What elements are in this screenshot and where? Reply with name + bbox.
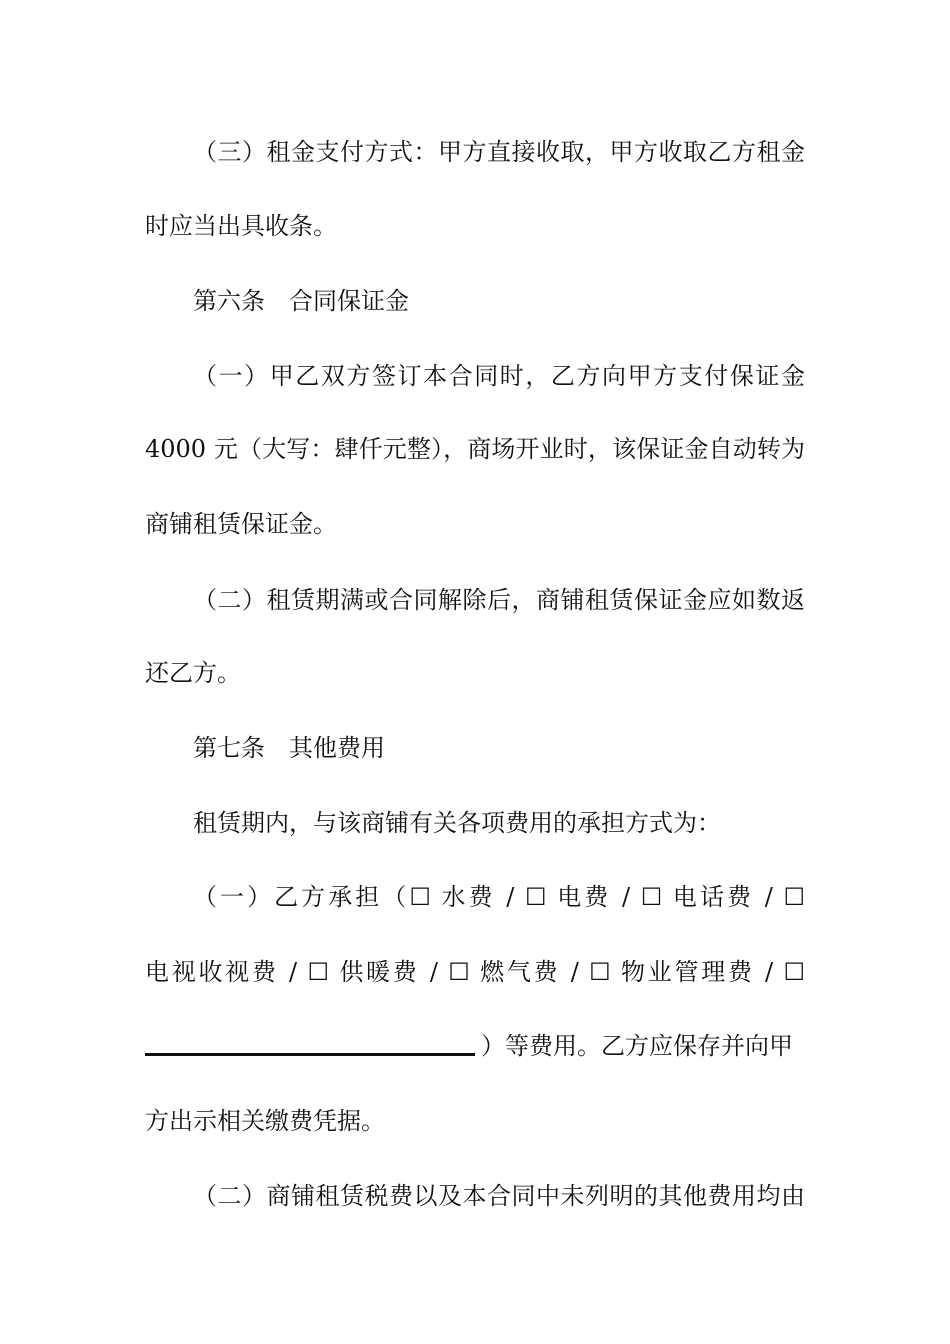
- article-six-heading: 第六条 合同保证金: [193, 287, 409, 315]
- fees-list-line-3: [145, 1026, 805, 1066]
- fees-list-line-4: 方出示相关缴费凭据。: [145, 1107, 385, 1135]
- deposit-return-line-2: 还乙方。: [145, 659, 241, 687]
- fees-intro-line: 租赁期内，与该商铺有关各项费用的承担方式为：: [193, 809, 721, 837]
- deposit-return-line-1: （二）租赁期满或合同解除后，商铺租赁保证金应如数返: [193, 586, 805, 614]
- rent-payment-method-line-1: （三）租金支付方式：甲方直接收取，甲方收取乙方租金: [193, 138, 805, 166]
- fill-in-blank: [145, 1029, 475, 1056]
- deposit-clause-line-2: 4000 元（大写：肆仟元整），商场开业时，该保证金自动转为: [145, 435, 805, 463]
- deposit-clause-line-1: （一）甲乙双方签订本合同时，乙方向甲方支付保证金: [193, 362, 805, 390]
- rent-payment-method-line-2: 时应当出具收条。: [145, 212, 337, 240]
- fees-list-line-2: 电视收视费 / ☐ 供暖费 / ☐ 燃气费 / ☐ 物业管理费 / ☐: [145, 958, 805, 986]
- taxes-clause-line-1: （二）商铺租赁税费以及本合同中未列明的其他费用均由: [193, 1182, 805, 1210]
- deposit-clause-line-3: 商铺租赁保证金。: [145, 510, 337, 538]
- fees-list-line-3-text: ）等费用。乙方应保存并向甲: [481, 1032, 793, 1060]
- article-seven-heading: 第七条 其他费用: [193, 734, 385, 762]
- fees-list-line-1: （一）乙方承担（☐ 水费 / ☐ 电费 / ☐ 电话费 / ☐: [193, 883, 805, 911]
